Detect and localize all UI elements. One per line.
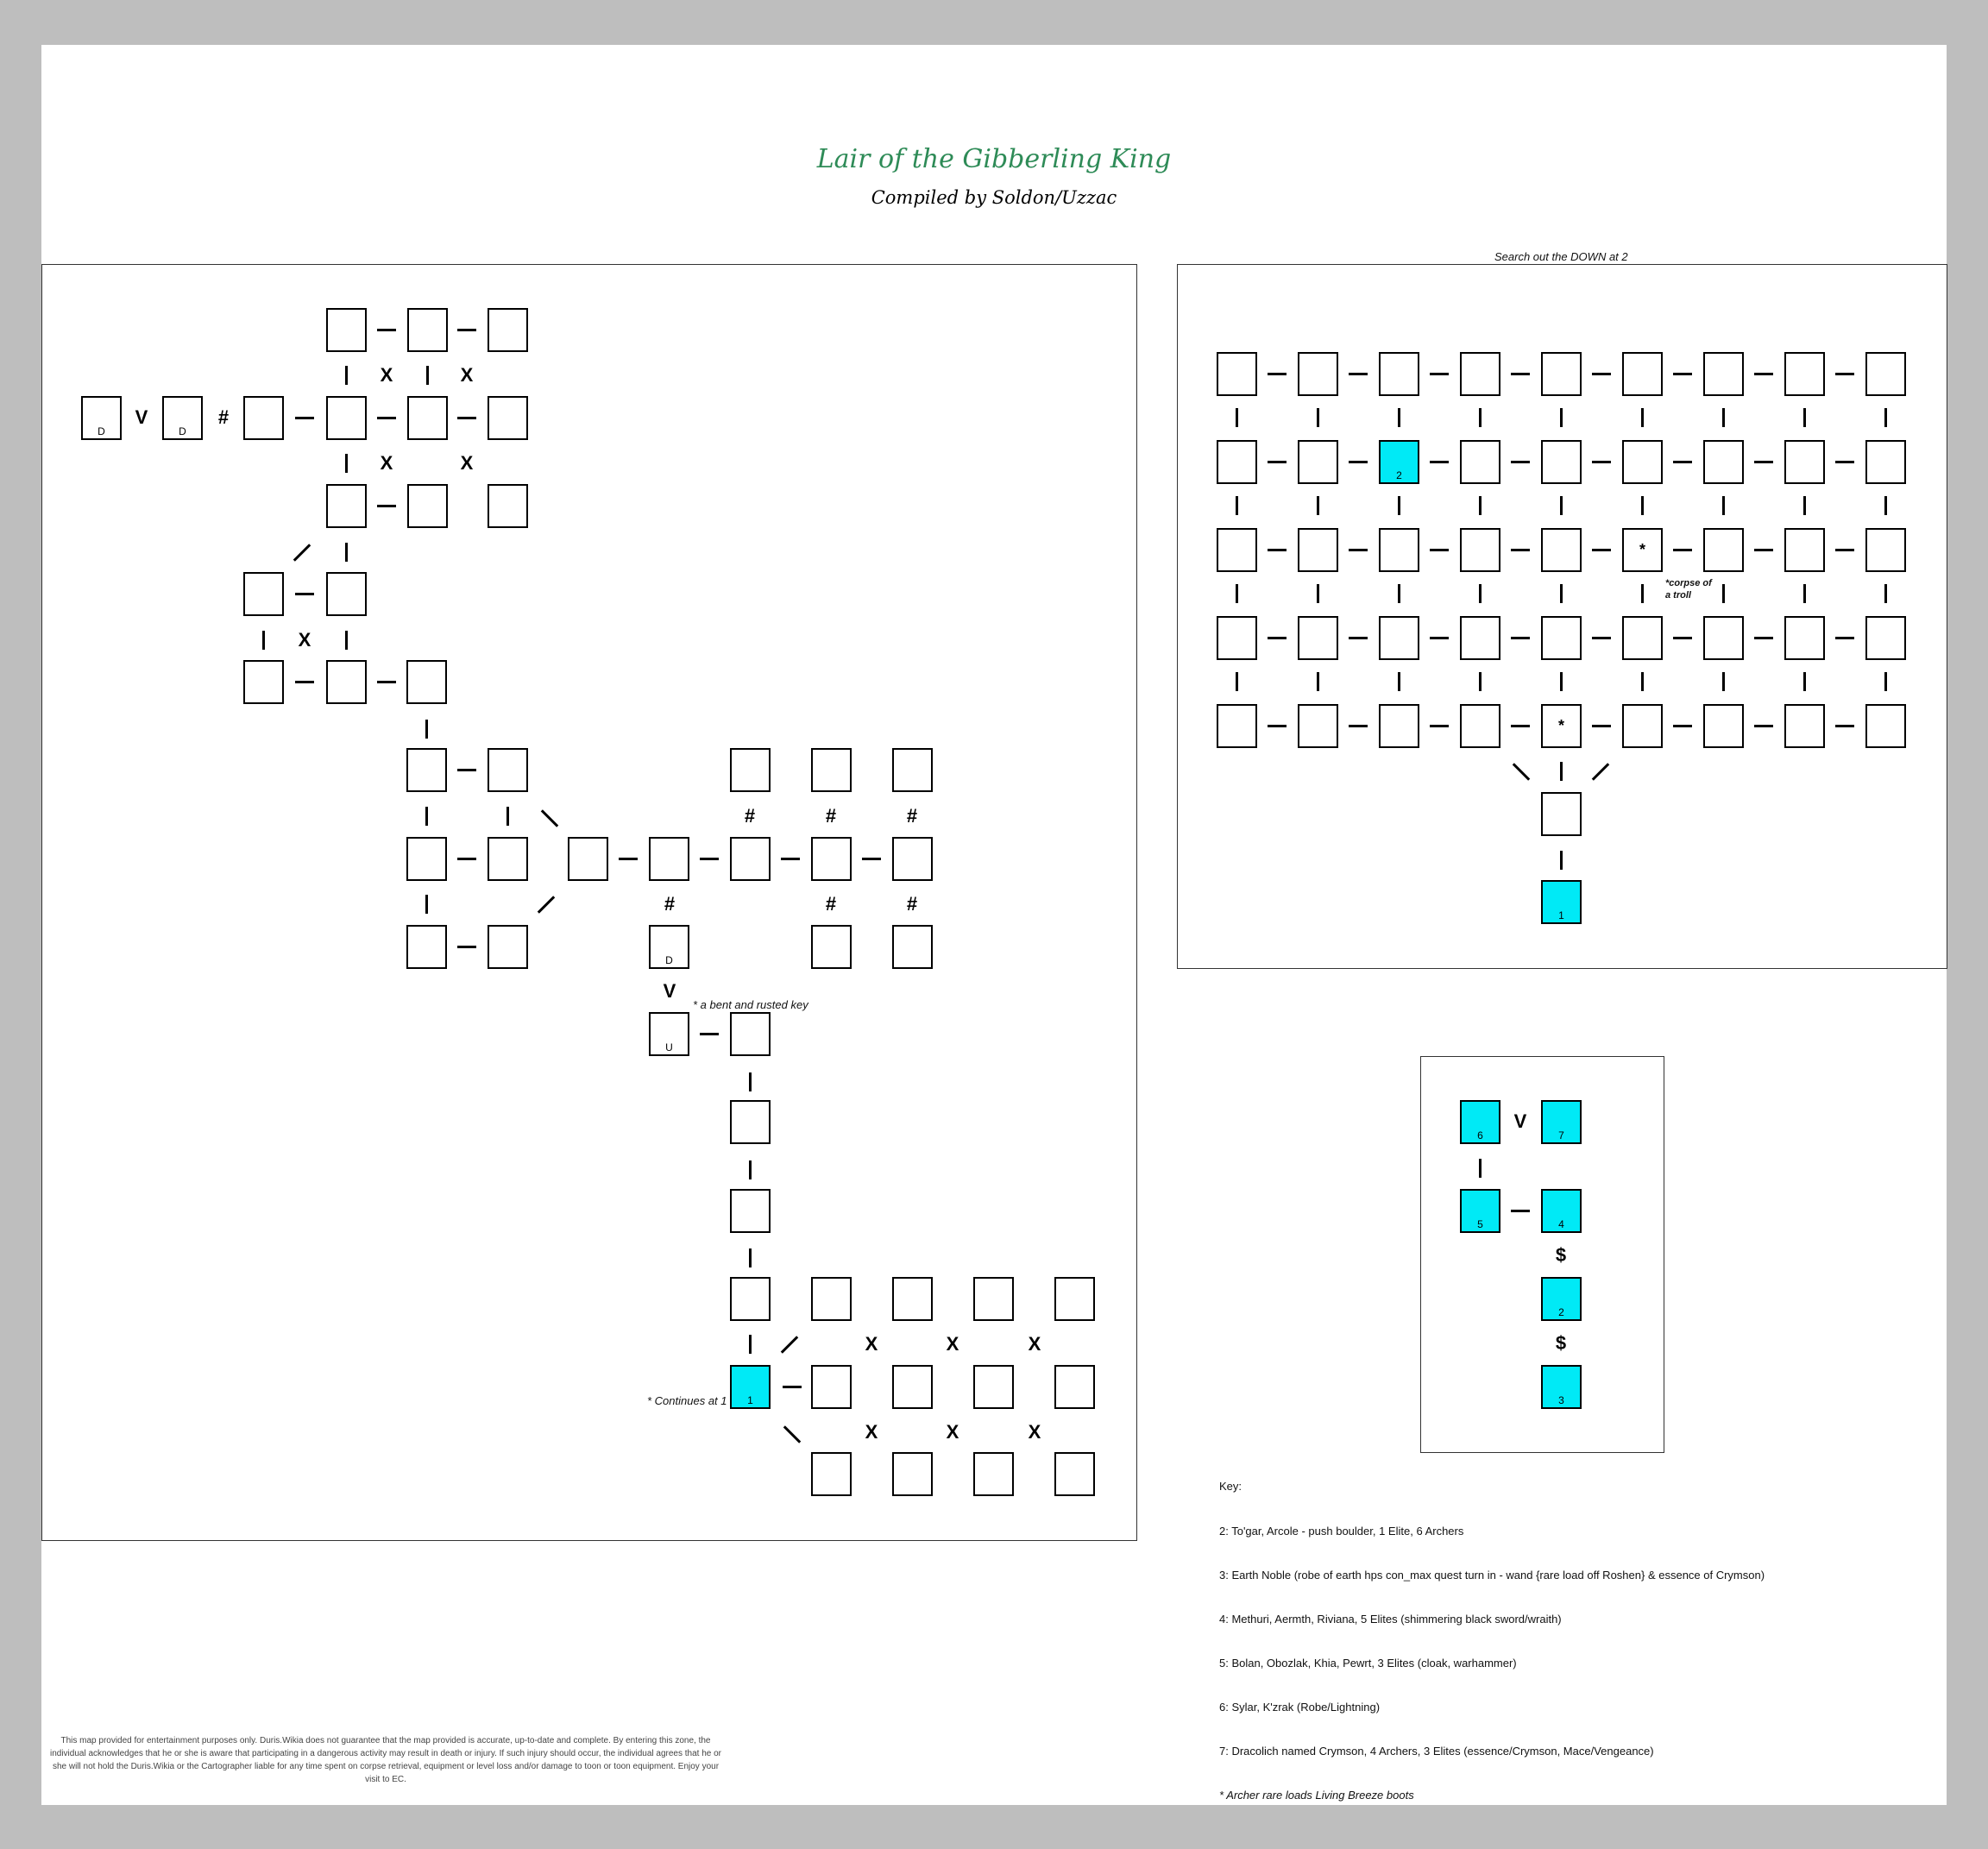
map-room bbox=[811, 1365, 852, 1409]
passage-line bbox=[1511, 549, 1530, 551]
passage-line bbox=[783, 1386, 802, 1388]
map-room bbox=[730, 1012, 771, 1056]
door-marker: # bbox=[664, 893, 676, 915]
passage-line bbox=[1835, 373, 1854, 375]
passage-line bbox=[1479, 408, 1482, 427]
passage-line bbox=[1430, 549, 1449, 551]
passage-line bbox=[295, 681, 314, 683]
down-link-marker: V bbox=[663, 980, 676, 1002]
passage-line bbox=[1560, 496, 1563, 515]
passage-line bbox=[1641, 672, 1644, 691]
map-room bbox=[730, 1277, 771, 1321]
passage-line bbox=[425, 807, 428, 826]
blocked-marker: X bbox=[298, 629, 311, 651]
map-room bbox=[1703, 704, 1744, 748]
key-footnote: * Archer rare loads Living Breeze boots bbox=[1219, 1789, 1414, 1802]
map-room bbox=[1784, 616, 1825, 660]
map-room bbox=[973, 1365, 1014, 1409]
passage-line bbox=[1398, 672, 1400, 691]
map-room bbox=[1865, 616, 1906, 660]
passage-line bbox=[1803, 408, 1806, 427]
corpse-note: *corpse of a troll bbox=[1665, 578, 1712, 601]
passage-line bbox=[749, 1072, 752, 1091]
passage-line bbox=[1560, 672, 1563, 691]
room-label: 4 bbox=[1558, 1218, 1564, 1230]
passage-line bbox=[1592, 637, 1611, 639]
passage-line bbox=[1835, 637, 1854, 639]
map-room bbox=[326, 484, 367, 528]
map-room bbox=[407, 308, 448, 352]
map-room bbox=[1054, 1365, 1095, 1409]
map-room bbox=[1703, 528, 1744, 572]
passage-line bbox=[1754, 725, 1773, 727]
passage-line bbox=[781, 858, 800, 860]
room-label: 2 bbox=[1396, 469, 1402, 481]
numbered-room-7 bbox=[1541, 1100, 1582, 1144]
door-marker: # bbox=[906, 805, 918, 827]
passage-line bbox=[700, 1033, 719, 1035]
map-room bbox=[407, 484, 448, 528]
disclaimer-text: This map provided for entertainment purposes only. Duris.Wikia does not guarantee that the map provided is accurate, up-to-date and complete. By entering this zone, the individual acknowledges that he or she is aware that participating in a dangerous activity may result in death or injury. If such injury should occur, the individual agrees that he or she will not hold the Duris.Wikia or the Cartographer liable for any time spent on corpse retrieval, equipment or level loss and/or damage to toon or toon equipment. Enjoy your visit to EC. bbox=[49, 1736, 722, 1784]
map-room bbox=[973, 1277, 1014, 1321]
down-room bbox=[81, 396, 122, 440]
map-room bbox=[1622, 704, 1663, 748]
map-room bbox=[406, 748, 447, 792]
blocked-marker: X bbox=[865, 1333, 878, 1355]
passage-line bbox=[1835, 549, 1854, 551]
map-room bbox=[1541, 792, 1582, 836]
map-room bbox=[1784, 352, 1825, 396]
map-room bbox=[649, 837, 689, 881]
room-label: 1 bbox=[1558, 909, 1564, 921]
room-item-marker: * bbox=[1639, 541, 1645, 558]
passage-line bbox=[1479, 584, 1482, 603]
passage-line bbox=[1754, 373, 1773, 375]
map-room bbox=[1298, 616, 1338, 660]
map-room bbox=[1784, 704, 1825, 748]
map-room bbox=[1298, 528, 1338, 572]
passage-line bbox=[457, 858, 476, 860]
passage-line bbox=[1803, 672, 1806, 691]
passage-line bbox=[749, 1335, 752, 1354]
map-room bbox=[892, 748, 933, 792]
passage-line bbox=[1236, 584, 1238, 603]
map-room bbox=[1865, 440, 1906, 484]
map-room bbox=[1298, 352, 1338, 396]
room-label: D bbox=[98, 425, 105, 437]
blocked-marker: X bbox=[1028, 1333, 1041, 1355]
map-room bbox=[973, 1452, 1014, 1496]
map-room bbox=[488, 925, 528, 969]
passage-line bbox=[345, 543, 348, 562]
passage-line bbox=[1722, 496, 1725, 515]
map-room bbox=[1379, 352, 1419, 396]
passage-line bbox=[1511, 461, 1530, 463]
passage-line bbox=[425, 895, 428, 914]
passage-line bbox=[1511, 1210, 1530, 1212]
passage-line bbox=[1398, 584, 1400, 603]
map-room bbox=[730, 837, 771, 881]
passage-line bbox=[457, 329, 476, 331]
passage-line bbox=[1317, 584, 1319, 603]
map-room bbox=[243, 396, 284, 440]
map-room bbox=[1703, 440, 1744, 484]
map-room bbox=[1298, 440, 1338, 484]
passage-line bbox=[506, 807, 509, 826]
passage-line bbox=[1349, 637, 1368, 639]
passage-line bbox=[295, 593, 314, 595]
passage-line bbox=[1560, 762, 1563, 781]
passage-line bbox=[377, 417, 396, 419]
map-room bbox=[406, 925, 447, 969]
map-room bbox=[892, 925, 933, 969]
map-subtitle: Compiled by Soldon/Uzzac bbox=[871, 187, 1117, 208]
map-room bbox=[1541, 528, 1582, 572]
passage-line bbox=[1835, 461, 1854, 463]
passage-line bbox=[1349, 725, 1368, 727]
map-room bbox=[892, 1277, 933, 1321]
blocked-marker: X bbox=[946, 1421, 959, 1443]
numbered-room-1 bbox=[1541, 880, 1582, 924]
door-marker: # bbox=[825, 893, 837, 915]
map-room bbox=[811, 837, 852, 881]
map-room bbox=[1460, 616, 1500, 660]
passage-line bbox=[1349, 373, 1368, 375]
map-room bbox=[1541, 616, 1582, 660]
passage-line bbox=[377, 329, 396, 331]
map-room bbox=[1460, 528, 1500, 572]
map-room bbox=[488, 396, 528, 440]
passage-line bbox=[1317, 496, 1319, 515]
map-room bbox=[406, 837, 447, 881]
map-room bbox=[1460, 440, 1500, 484]
map-room bbox=[892, 1452, 933, 1496]
room-item-marker: * bbox=[1557, 717, 1564, 734]
item-room bbox=[1622, 528, 1663, 572]
map-room bbox=[1379, 704, 1419, 748]
passage-line bbox=[619, 858, 638, 860]
map-room bbox=[730, 1100, 771, 1144]
item-room bbox=[1541, 704, 1582, 748]
passage-line bbox=[1479, 496, 1482, 515]
passage-line bbox=[749, 1160, 752, 1179]
passage-line bbox=[377, 505, 396, 507]
passage-line bbox=[1592, 549, 1611, 551]
passage-line bbox=[1641, 496, 1644, 515]
numbered-room-1 bbox=[730, 1365, 771, 1409]
passage-line bbox=[1673, 637, 1692, 639]
door-marker: # bbox=[744, 805, 756, 827]
map-room bbox=[811, 925, 852, 969]
map-room bbox=[326, 396, 367, 440]
map-room bbox=[892, 1365, 933, 1409]
numbered-room-3 bbox=[1541, 1365, 1582, 1409]
search-down-note: Search out the DOWN at 2 bbox=[1494, 250, 1628, 263]
map-room bbox=[730, 1189, 771, 1233]
passage-line bbox=[1479, 1159, 1482, 1178]
door-marker: # bbox=[217, 406, 230, 428]
passage-line bbox=[425, 720, 428, 739]
map-room bbox=[1865, 704, 1906, 748]
map-room bbox=[488, 748, 528, 792]
passage-line bbox=[1430, 725, 1449, 727]
door-marker: # bbox=[825, 805, 837, 827]
key-entry-7: 7: Dracolich named Crymson, 4 Archers, 3 Elites (essence/Crymson, Mace/Vengeance) bbox=[1219, 1745, 1654, 1758]
passage-line bbox=[1430, 637, 1449, 639]
map-room bbox=[1460, 704, 1500, 748]
passage-line bbox=[862, 858, 881, 860]
blocked-marker: X bbox=[380, 452, 393, 474]
map-room bbox=[1703, 352, 1744, 396]
map-room bbox=[811, 1277, 852, 1321]
passage-line bbox=[1803, 584, 1806, 603]
map-room bbox=[811, 1452, 852, 1496]
passage-line bbox=[1754, 549, 1773, 551]
passage-line bbox=[1884, 496, 1887, 515]
passage-line bbox=[1884, 672, 1887, 691]
numbered-room-4 bbox=[1541, 1189, 1582, 1233]
passage-line bbox=[1430, 461, 1449, 463]
numbered-room-2 bbox=[1379, 440, 1419, 484]
passage-line bbox=[749, 1248, 752, 1267]
up-room bbox=[649, 1012, 689, 1056]
passage-line bbox=[1317, 672, 1319, 691]
passage-line bbox=[1349, 461, 1368, 463]
map-room bbox=[1784, 440, 1825, 484]
down-room bbox=[162, 396, 203, 440]
passage-line bbox=[262, 631, 265, 650]
passage-line bbox=[1673, 725, 1692, 727]
down-link-marker: V bbox=[135, 406, 148, 428]
passage-line bbox=[345, 631, 348, 650]
map-room bbox=[488, 484, 528, 528]
room-label: D bbox=[179, 425, 186, 437]
passage-line bbox=[1560, 584, 1563, 603]
passage-line bbox=[1754, 461, 1773, 463]
map-room bbox=[1298, 704, 1338, 748]
continues-note: * Continues at 1 bbox=[647, 1394, 727, 1407]
passage-line bbox=[1884, 584, 1887, 603]
room-label: D bbox=[665, 954, 673, 966]
map-room bbox=[1622, 352, 1663, 396]
map-room bbox=[1622, 616, 1663, 660]
passage-line bbox=[1511, 637, 1530, 639]
numbered-room-2 bbox=[1541, 1277, 1582, 1321]
passage-line bbox=[1479, 672, 1482, 691]
passage-line bbox=[1398, 408, 1400, 427]
map-room bbox=[568, 837, 608, 881]
passage-line bbox=[1317, 408, 1319, 427]
passage-line bbox=[1673, 461, 1692, 463]
door-marker: # bbox=[906, 893, 918, 915]
passage-line bbox=[1673, 549, 1692, 551]
map-room bbox=[1217, 528, 1257, 572]
passage-line bbox=[1560, 851, 1563, 870]
map-room bbox=[488, 837, 528, 881]
passage-line bbox=[1884, 408, 1887, 427]
passage-line bbox=[295, 417, 314, 419]
passage-line bbox=[1803, 496, 1806, 515]
map-room bbox=[243, 572, 284, 616]
blocked-marker: X bbox=[460, 452, 474, 474]
passage-line bbox=[345, 366, 348, 385]
passage-line bbox=[1398, 496, 1400, 515]
passage-line bbox=[1511, 373, 1530, 375]
passage-line bbox=[1641, 408, 1644, 427]
passage-line bbox=[1236, 496, 1238, 515]
blocked-marker: X bbox=[460, 364, 474, 386]
passage-line bbox=[1722, 584, 1725, 603]
map-room bbox=[407, 396, 448, 440]
key-entry-4: 4: Methuri, Aermth, Riviana, 5 Elites (shimmering black sword/wraith) bbox=[1219, 1613, 1562, 1626]
map-room bbox=[1217, 616, 1257, 660]
map-room bbox=[1541, 352, 1582, 396]
key-entry-6: 6: Sylar, K'zrak (Robe/Lightning) bbox=[1219, 1701, 1381, 1714]
passage-line bbox=[457, 946, 476, 948]
passage-line bbox=[1236, 408, 1238, 427]
passage-line bbox=[1268, 637, 1287, 639]
passage-line bbox=[1592, 373, 1611, 375]
passage-line bbox=[700, 858, 719, 860]
map-room bbox=[730, 748, 771, 792]
numbered-room-5 bbox=[1460, 1189, 1500, 1233]
map-room bbox=[1217, 704, 1257, 748]
map-room bbox=[326, 308, 367, 352]
passage-line bbox=[1560, 408, 1563, 427]
map-room bbox=[488, 308, 528, 352]
passage-line bbox=[1722, 408, 1725, 427]
passage-line bbox=[1268, 373, 1287, 375]
map-room bbox=[243, 660, 284, 704]
passage-line bbox=[1592, 461, 1611, 463]
blocked-marker: X bbox=[946, 1333, 959, 1355]
room-label: 5 bbox=[1477, 1218, 1483, 1230]
key-entry-3: 3: Earth Noble (robe of earth hps con_max quest turn in - wand {rare load off Roshen} & essence of Crymson) bbox=[1219, 1569, 1765, 1582]
passage-line bbox=[1592, 725, 1611, 727]
room-label: 2 bbox=[1558, 1306, 1564, 1318]
map-room bbox=[1379, 528, 1419, 572]
numbered-room-6 bbox=[1460, 1100, 1500, 1144]
map-room bbox=[1541, 440, 1582, 484]
main-map-panel bbox=[41, 264, 1137, 1541]
map-room bbox=[1703, 616, 1744, 660]
map-room bbox=[892, 837, 933, 881]
room-label: 7 bbox=[1558, 1129, 1564, 1141]
map-room bbox=[1865, 352, 1906, 396]
map-room bbox=[1784, 528, 1825, 572]
room-label: U bbox=[665, 1041, 673, 1053]
map-room bbox=[1865, 528, 1906, 572]
map-room bbox=[811, 748, 852, 792]
key-entry-2: 2: To'gar, Arcole - push boulder, 1 Elite, 6 Archers bbox=[1219, 1525, 1464, 1538]
passage-line bbox=[1430, 373, 1449, 375]
blocked-marker: X bbox=[1028, 1421, 1041, 1443]
bent-key-note: * a bent and rusted key bbox=[693, 998, 808, 1011]
map-room bbox=[326, 660, 367, 704]
map-room bbox=[1379, 616, 1419, 660]
room-label: 6 bbox=[1477, 1129, 1483, 1141]
down-link-marker: V bbox=[1513, 1110, 1527, 1132]
passage-line bbox=[1641, 584, 1644, 603]
blocked-marker: X bbox=[865, 1421, 878, 1443]
passage-line bbox=[1673, 373, 1692, 375]
map-room bbox=[1217, 440, 1257, 484]
down-room bbox=[649, 925, 689, 969]
map-room bbox=[1622, 440, 1663, 484]
map-room bbox=[1054, 1277, 1095, 1321]
passage-line bbox=[426, 366, 429, 385]
passage-line bbox=[1236, 672, 1238, 691]
money-marker: $ bbox=[1555, 1332, 1567, 1354]
map-room bbox=[1217, 352, 1257, 396]
passage-line bbox=[1268, 461, 1287, 463]
map-room bbox=[1460, 352, 1500, 396]
passage-line bbox=[377, 681, 396, 683]
room-label: 1 bbox=[747, 1394, 753, 1406]
passage-line bbox=[457, 417, 476, 419]
passage-line bbox=[1722, 672, 1725, 691]
map-room bbox=[1054, 1452, 1095, 1496]
key-heading: Key: bbox=[1219, 1480, 1242, 1493]
key-entry-5: 5: Bolan, Obozlak, Khia, Pewrt, 3 Elites (cloak, warhammer) bbox=[1219, 1657, 1517, 1670]
map-room bbox=[406, 660, 447, 704]
passage-line bbox=[1754, 637, 1773, 639]
passage-line bbox=[1835, 725, 1854, 727]
map-room bbox=[326, 572, 367, 616]
room-label: 3 bbox=[1558, 1394, 1564, 1406]
blocked-marker: X bbox=[380, 364, 393, 386]
passage-line bbox=[1268, 549, 1287, 551]
passage-line bbox=[457, 769, 476, 771]
map-title: Lair of the Gibberling King bbox=[816, 144, 1172, 174]
money-marker: $ bbox=[1555, 1244, 1567, 1266]
passage-line bbox=[345, 454, 348, 473]
passage-line bbox=[1268, 725, 1287, 727]
passage-line bbox=[1511, 725, 1530, 727]
passage-line bbox=[1349, 549, 1368, 551]
